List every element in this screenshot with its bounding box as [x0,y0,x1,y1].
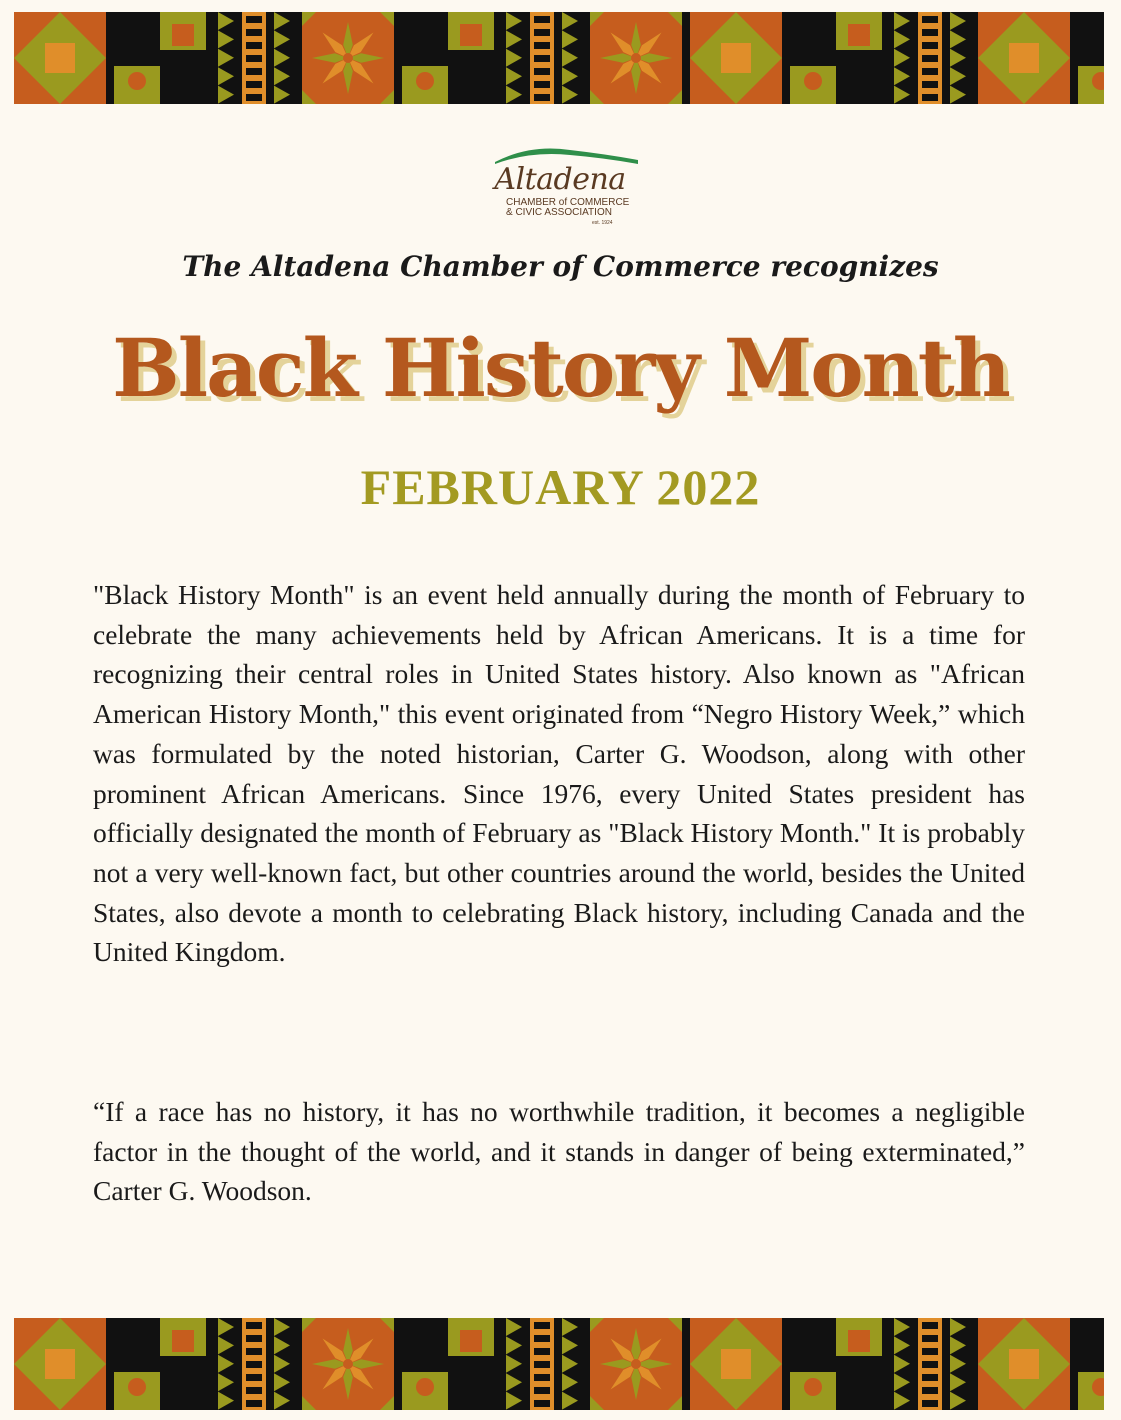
kente-border-bottom [14,1318,1104,1410]
altadena-chamber-logo [470,142,650,232]
kente-pattern [14,1318,1104,1410]
logo-established: est. 1924 [592,220,613,226]
event-date: FEBRUARY 2022 [360,459,761,515]
woodson-quote: “If a race has no history, it has no worthwhile tradition, it becomes a negligible factor in the thought of the world, and it stands in danger of being exterminated,” Carter G. Woodson. [93,1096,1025,1207]
page-title: Black History Month [112,321,1009,415]
subtitle: The Altadena Chamber of Commerce recognizes [182,250,939,283]
description-paragraph: "Black History Month" is an event held annually during the month of February to celebrate the many achievements held by African Americans. It is a time for recognizing their central roles in United States history. Also known as "African American History Month," this event originated from “Negro History Week,” which was formulated by the noted historian, Carter G. Woodson, along with other prominent African Americans. Since 1976, every United States president has officially designated the month of February as "Black History Month." It is probably not a very well-known fact, but other countries around the world, besides the United States, also devote a month to celebrating Black history, including Canada and the United Kingdom. [93,579,1025,968]
logo-line-1: CHAMBER of COMMERCE [506,197,630,208]
kente-pattern [14,12,1104,104]
kente-border-top [14,12,1104,104]
logo-line-2: & CIVIC ASSOCIATION [506,207,612,218]
logo-name: Altadena [494,162,626,197]
